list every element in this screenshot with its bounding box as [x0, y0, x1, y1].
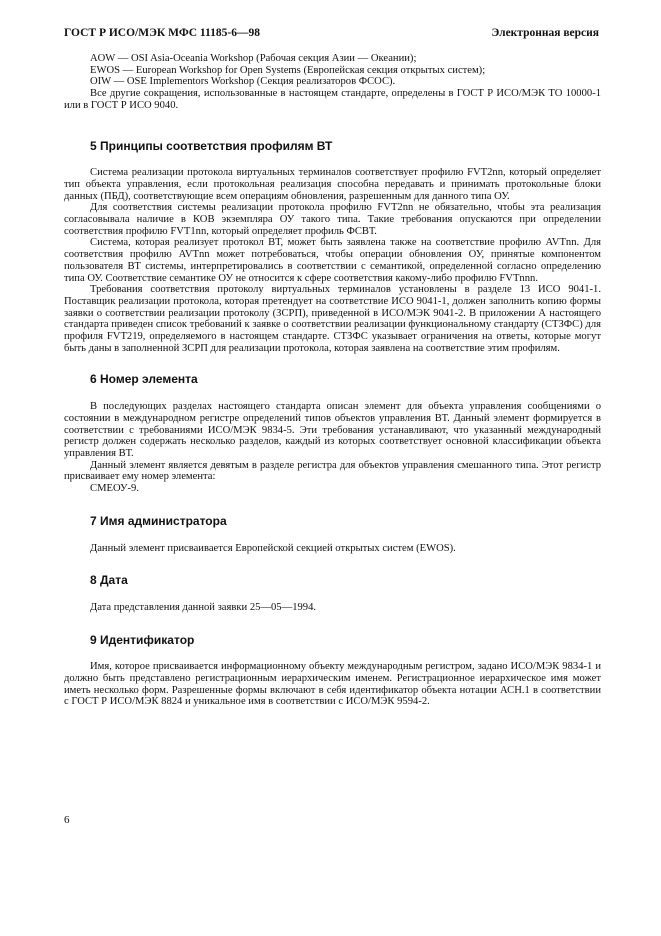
section-9-paragraph: Имя, которое присваивается информационному объекту международным регистром, задано ИСО/МЭК 9834-1 и должно быть представлено регистрационным иерархическим именем. Регистрационное иерархическое имя может иметь несколько форм. Разрешенные формы включают в себя идентификатор объекта нотации АСН.1 в соответствии с ГОСТ Р ИСО/МЭК 8824 и уникальное имя в соответствии с ИСО/МЭК 9594-2.: [64, 661, 601, 708]
section-7-paragraph: Данный элемент присваивается Европейской секцией открытых систем (EWOS).: [90, 542, 456, 554]
abbreviation-oiw: OIW — OSE Implementors Workshop (Секция реализаторов ФСОС).: [90, 76, 396, 88]
section-8-paragraph: Дата представления данной заявки 25—05—1994.: [90, 601, 317, 613]
running-header: [64, 27, 599, 43]
section-8-heading: 8 Дата: [90, 573, 128, 588]
abbreviation-aow: AOW — OSI Asia-Oceania Workshop (Рабочая секция Азии — Океании);: [90, 53, 417, 64]
section-5-paragraph: Система реализации протокола виртуальных терминалов соответствует профилю FVT2nn, который определяет тип объекта управления, если протокольная реализация способна передавать и принимать протокольные блоки данных (ПБД), соответствующие всем операциям обновления, разрешенным для данного типа ОУ.: [64, 167, 601, 202]
section-6-paragraph: В последующих разделах настоящего стандарта описан элемент для объекта управления сообщениями о состоянии в международном регистре определений типов объектов управления ВТ. Данный элемент формируется в соответствии с требованиями ИСО/МЭК 9834-5. Эти требования устанавливают, что указанный международный регистр должен содержать несколько разделов, каждый из которых соответствует основной классификации объекта управления ВТ.: [64, 401, 601, 459]
page-number: 6: [64, 814, 70, 826]
section-9-heading: 9 Идентификатор: [90, 632, 195, 647]
section-5-paragraph: Требования соответствия протоколу виртуальных терминалов установлены в разделе 13 ИСО 9041-1. Поставщик реализации протокола, которая претендует на соответствие ИСО 9041-1, должен заполнить копию формы заявки о соответствии реализации протоколу (ЗСРП), приведенной в ИСО/МЭК 9041-2. В приложении А настоящего стандарта приведен список требований к заявке о соответствии реализации функциональному стандарту (СТЗФС) для профиля FVT219, определяемого в настоящем стандарте. СТЗФС указывает ограничения на ответы, которые могут быть даны в заполненной ЗСРП для реализации протокола, которая заявлена на соответствие этим профилям.: [64, 284, 601, 354]
abbreviations-note: Все другие сокращения, использованные в настоящем стандарте, определены в ГОСТ Р ИСО/МЭК ТО 10000-1 или в ГОСТ Р ИСО 9040.: [64, 88, 601, 111]
page-body: [64, 53, 601, 708]
section-5-paragraph: Система, которая реализует протокол ВТ, может быть заявлена также на соответствие профилю AVTnn. Для соответствия профилю AVTnn может потребоваться, чтобы операции обновления ОУ, принятые компонентом пользователя ВТ системы, интерпретировались в соответствии с семантикой, определенной согласно определению типа ОУ. Соответствие семантике ОУ не относится к сфере соответствия какому-либо профилю FVTnnn.: [64, 237, 601, 284]
abbreviation-ewos: EWOS — European Workshop for Open Systems (Европейская секция открытых систем);: [90, 64, 486, 76]
section-7-heading: 7 Имя администратора: [90, 513, 227, 528]
element-number: СМЕОУ-9.: [90, 483, 139, 495]
section-5-heading: 5 Принципы соответствия профилям ВТ: [90, 138, 333, 153]
standard-designation: ГОСТ Р ИСО/МЭК МФС 11185-6—98: [64, 27, 260, 39]
section-5-paragraph: Для соответствия системы реализации протокола профилю FVT2nn не обязательно, чтобы эта реализация согласовывала наличие в КОВ экземпляра ОУ такого типа. Такие требования опускаются при определении соответствия профилю FVT1nn, который определяет профиль ФСВТ.: [64, 202, 601, 237]
edition-label: Электронная версия: [491, 27, 599, 39]
section-6-paragraph: Данный элемент является девятым в разделе регистра для объектов управления смешанного типа. Этот регистр присваивает ему номер элемента:: [64, 459, 601, 483]
abbreviations-list: [64, 53, 601, 112]
section-6-heading: 6 Номер элемента: [90, 372, 198, 387]
